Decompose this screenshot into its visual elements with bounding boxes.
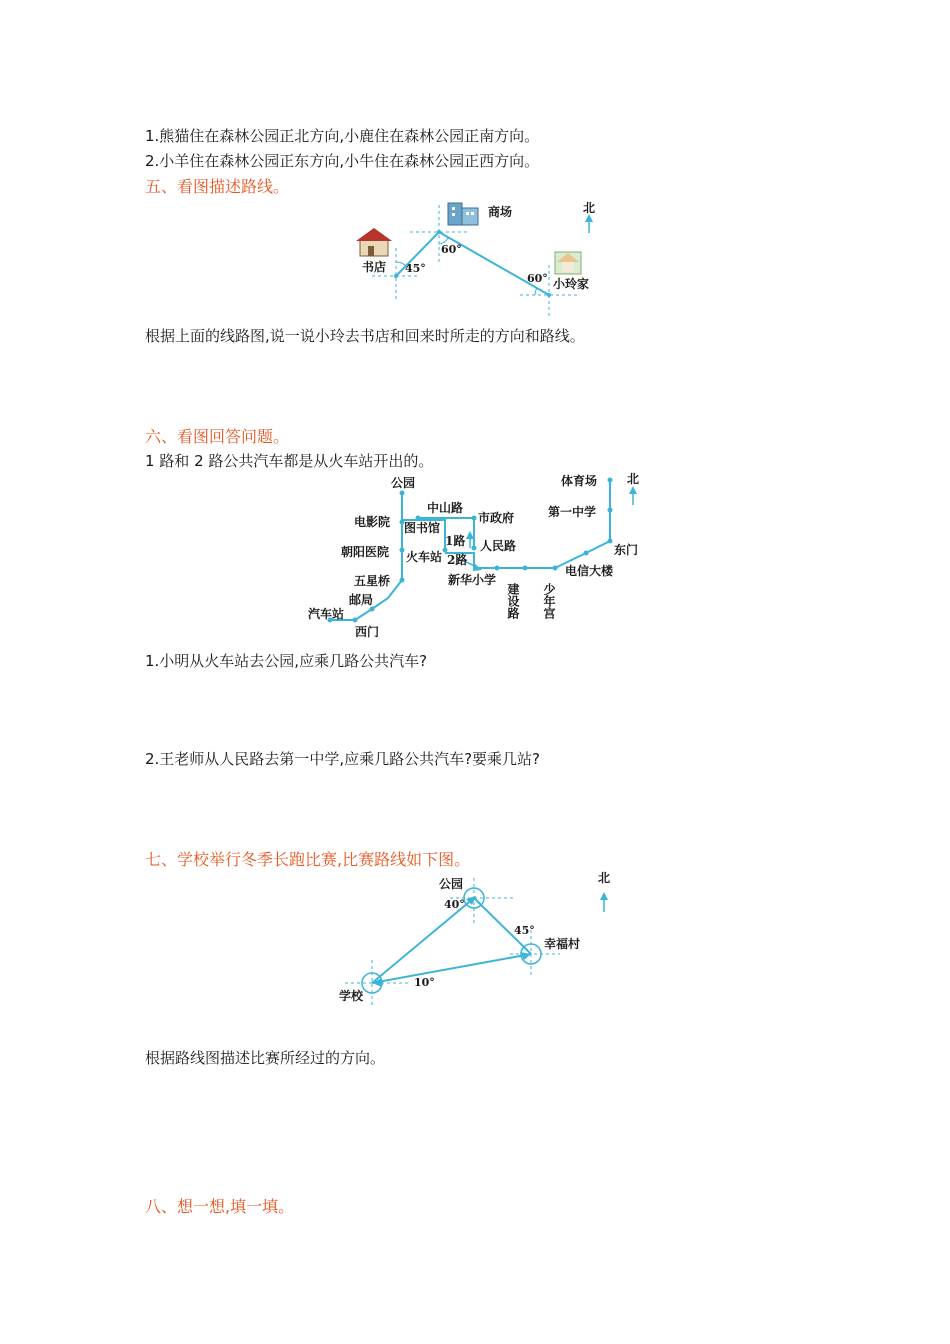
section-7-heading: 七、学校举行冬季长跑比赛,比赛路线如下图。: [145, 850, 471, 869]
mall-label: 商场: [488, 205, 513, 219]
angle-label-school: 10°: [414, 976, 435, 989]
stop-telecom: 电信大楼: [565, 564, 614, 578]
statement-1: 1.熊猫住在森林公园正北方向,小鹿住在森林公园正南方向。: [145, 127, 540, 145]
statement-2: 2.小羊住在森林公园正东方向,小牛住在森林公园正西方向。: [145, 152, 540, 170]
stop-stadium: 体育场: [561, 474, 598, 488]
route-1-label: 1路: [445, 534, 466, 548]
section-6-heading: 六、看图回答问题。: [145, 427, 290, 446]
bookstore-label: 书店: [362, 260, 387, 274]
stop-wuxing: 五星桥: [354, 574, 391, 588]
stop-west-gate: 西门: [355, 625, 380, 639]
question-6-2: 2.王老师从人民路去第一中学,应乘几路公共汽车?要乘几站?: [145, 750, 541, 768]
school-label: 学校: [339, 989, 364, 1003]
stop-youth-palace: 少年宫: [542, 583, 556, 619]
park-label: 公园: [439, 877, 464, 891]
question-7: 根据路线图描述比赛所经过的方向。: [145, 1049, 386, 1067]
village-label: 幸福村: [544, 937, 581, 951]
stop-post: 邮局: [349, 593, 374, 607]
home-label: 小玲家: [553, 277, 590, 291]
north-label-7: 北: [598, 871, 611, 885]
question-6-1: 1.小明从火车站去公园,应乘几路公共汽车?: [145, 652, 428, 670]
north-arrow-icon: [600, 892, 608, 912]
stop-cinema: 电影院: [354, 515, 391, 529]
stop-bus-station: 汽车站: [308, 607, 345, 621]
angle-label-bookstore: 45°: [405, 262, 426, 275]
north-label-6: 北: [627, 472, 640, 486]
angle-label-village: 45°: [514, 924, 535, 937]
section-8-heading: 八、想一想,填一填。: [145, 1197, 295, 1216]
stop-hospital: 朝阳医院: [341, 545, 390, 559]
north-label-5: 北: [583, 201, 596, 215]
section-5-heading: 五、看图描述路线。: [145, 177, 290, 196]
stop-train-station: 火车站: [406, 550, 443, 564]
stop-xinhua: 新华小学: [448, 573, 497, 587]
angle-label-park: 40°: [444, 898, 465, 911]
question-5: 根据上面的线路图,说一说小玲去书店和回来时所走的方向和路线。: [145, 327, 585, 345]
stop-park: 公园: [391, 476, 416, 490]
stop-east-gate: 东门: [614, 543, 639, 557]
angle-label-home: 60°: [527, 272, 548, 285]
stop-city-hall: 市政府: [478, 511, 515, 525]
stop-library: 图书馆: [404, 521, 441, 535]
stop-people-road: 人民路: [480, 539, 517, 553]
angle-label-mall: 60°: [441, 243, 462, 256]
stop-zhongshan: 中山路: [427, 501, 464, 515]
intro-6: 1 路和 2 路公共汽车都是从火车站开出的。: [145, 452, 434, 470]
stop-no1-school: 第一中学: [548, 505, 597, 519]
route-2-label: 2路: [447, 553, 468, 567]
stop-jianshe: 建设路: [506, 583, 520, 619]
